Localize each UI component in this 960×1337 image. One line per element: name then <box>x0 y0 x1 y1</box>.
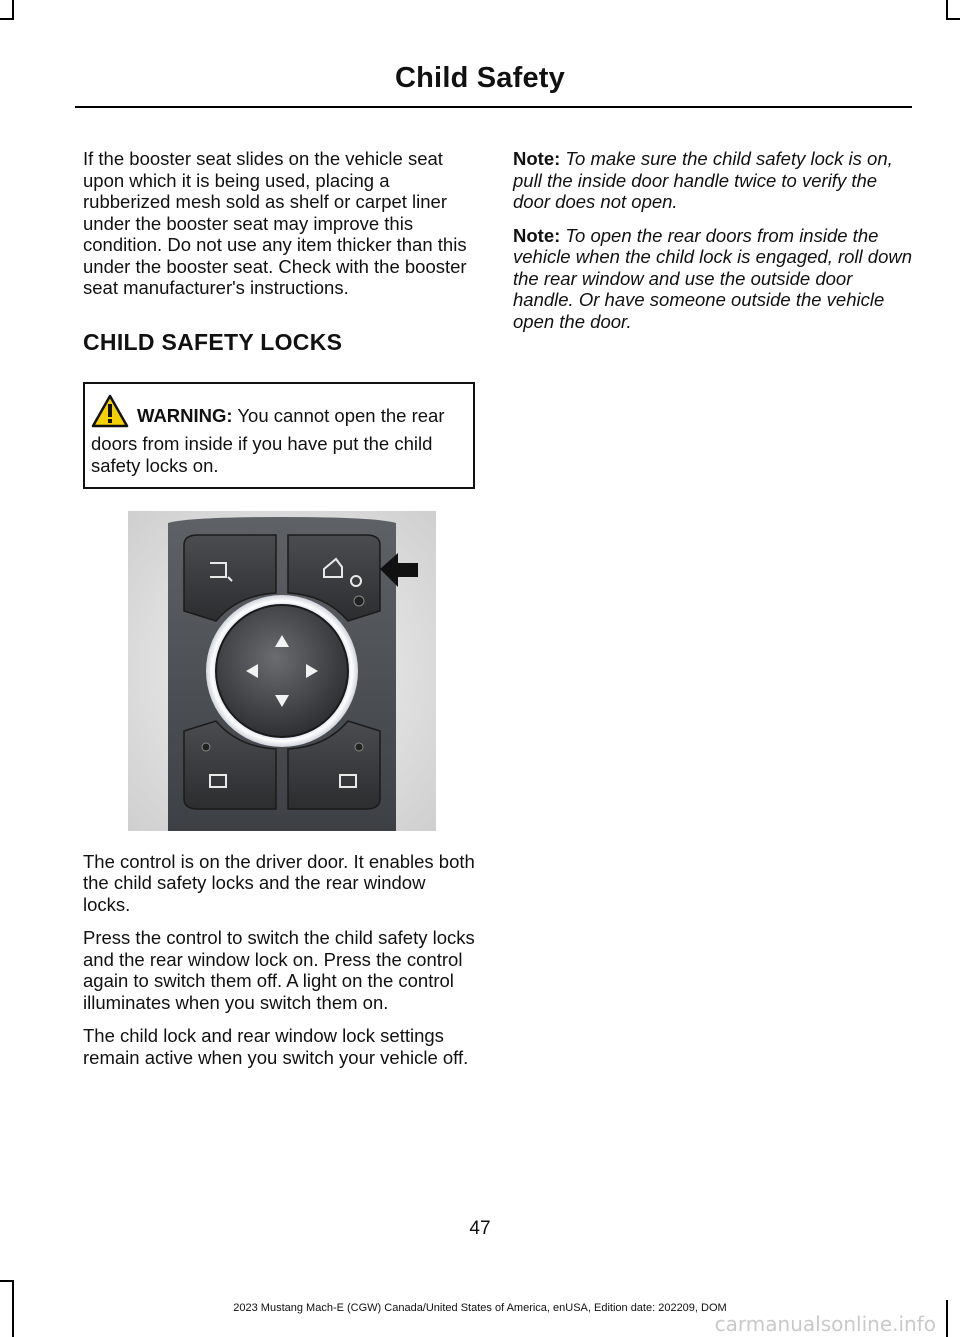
header-divider <box>75 106 912 108</box>
control-paragraph: The control is on the driver door. It enables both the child safety locks and the rear window locks. <box>83 850 475 915</box>
page-number: 47 <box>469 1218 491 1239</box>
door-control-figure <box>128 511 436 831</box>
watermark: carmanualsonline.info <box>714 1312 936 1336</box>
warning-box <box>83 382 475 489</box>
crop-mark <box>946 0 948 18</box>
section-heading: CHILD SAFETY LOCKS <box>83 328 343 355</box>
right-column <box>513 148 913 344</box>
note-label: Note: <box>513 224 561 246</box>
left-column <box>83 148 475 1080</box>
crop-mark <box>946 18 960 20</box>
crop-mark <box>12 0 14 18</box>
warning-text: You cannot open the rear doors from inside if you have put the child safety locks on. <box>91 404 445 476</box>
page-title: Child Safety <box>395 62 565 94</box>
footer-edition: 2023 Mustang Mach-E (CGW) Canada/United States of America, enUSA, Edition date: 202209, DOM <box>233 1302 727 1314</box>
note-label: Note: <box>513 148 561 169</box>
note-text: To make sure the child safety lock is on, pull the inside door handle twice to verify the door does not open. <box>513 148 893 212</box>
crop-mark <box>0 1280 14 1282</box>
warning-label: WARNING: <box>137 404 233 426</box>
note-paragraph <box>513 225 913 333</box>
intro-paragraph: If the booster seat slides on the vehicle seat upon which it is being used, placing a rubberized mesh sold as shelf or carpet liner under the booster seat may improve this condition. Do not use any item thicker than this under the booster seat. Check with the booster seat manufacturer's instructions. <box>83 148 467 298</box>
warning-triangle-icon <box>91 394 129 433</box>
settings-paragraph: The child lock and rear window lock settings remain active when you switch your vehicle off. <box>83 1025 469 1068</box>
press-paragraph: Press the control to switch the child safety locks and the rear window lock on. Press the control again to switch them off. A light on the control illuminates when you switch them on. <box>83 927 475 1013</box>
crop-mark <box>0 18 14 20</box>
note-text: To open the rear doors from inside the vehicle when the child lock is engaged, roll down the rear window and use the outside door handle. Or have someone outside the vehicle open the door. <box>513 224 913 332</box>
note-paragraph <box>513 148 913 213</box>
